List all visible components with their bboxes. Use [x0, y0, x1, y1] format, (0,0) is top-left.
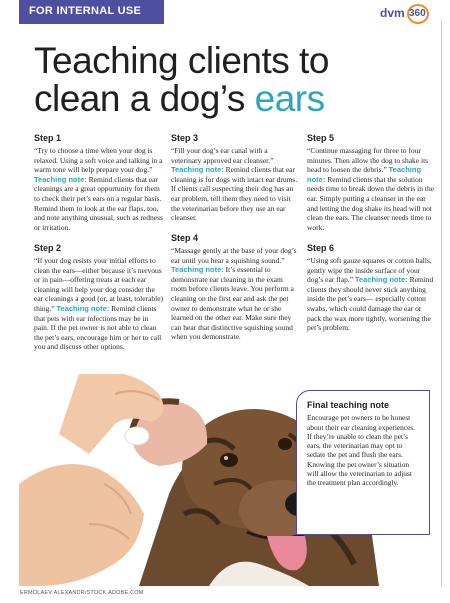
step-body: [171, 246, 299, 342]
teaching-note-label: Teaching note:: [171, 165, 224, 175]
teaching-note-label: Teaching note:: [307, 165, 422, 184]
step-quote: “If your dog resists your initial efforts to clean the ears—either because it’s nervous or in pain—offering treats at each ear cleaning will help your dog consider the ear cleanings a good (or, at least, tolerable) thing.”: [34, 256, 164, 313]
headline: [34, 42, 434, 118]
headline-accent: ears: [254, 78, 325, 119]
page-edge-divider: [441, 20, 442, 586]
logo-text: dvm: [380, 6, 405, 20]
teaching-note-text: Remind clients that pets with ear infections may be in pain. If the pet owner is not able to clean the pet’s ears, encourage him or her to call you and discuss other options.: [34, 303, 162, 352]
step-body: [307, 256, 435, 333]
step-quote: “Massage gently at the base of your dog’s ear until you hear a squishing sound.”: [171, 246, 297, 265]
step-body: [34, 146, 164, 232]
step-title: Step 2: [34, 243, 62, 253]
headline-line-2: clean a dog’s: [34, 78, 255, 119]
step-4: [171, 233, 299, 342]
final-note-title: Final teaching note: [307, 400, 390, 410]
teaching-note-label: Teaching note:: [56, 303, 110, 313]
step-6: [307, 243, 435, 333]
teaching-note-text: It’s essential to demonstrate ear cleaning in the exam room before clients leave. You perform a cleaning on the first ear and ask the pet owner to demonstrate what he or she learned on the other ear. Make sure they can hear that distinctive squishing sound when you demonstrate.: [171, 265, 294, 342]
logo-number: 360: [409, 8, 426, 19]
teaching-note-text: Remind clients that ear cleanings are a great opportunity for them to check their pet’s ears on a regular basis. Remind them to look at the ear flaps, too, and note anything unusual, such as redness or irritation.: [34, 174, 163, 232]
step-title: Step 4: [171, 233, 199, 243]
internal-use-banner: [19, 0, 164, 24]
banner-label: FOR INTERNAL USE: [29, 5, 142, 17]
step-quote: “Continue massaging for three to four minutes. Then allow the dog to shake its head to loosen the debris.”: [307, 146, 429, 175]
teaching-note-text: Remind clients they should never stick anything inside the pet’s ears— especially cotton swabs, which could damage the ear or pack the wax more tightly, worsening the pet’s problem.: [307, 275, 434, 333]
step-body: [34, 256, 164, 352]
teaching-note-label: Teaching note:: [171, 265, 224, 275]
step-title: Step 5: [307, 133, 335, 143]
step-quote: “Using soft gauze squares or cotton balls, gently wipe the inside surface of your dog’s ear flap.”: [307, 256, 432, 285]
teaching-note-label: Teaching note:: [34, 174, 87, 184]
step-5: [307, 133, 435, 232]
step-3: [171, 133, 299, 223]
step-body: [171, 146, 299, 223]
step-title: Step 1: [34, 133, 62, 143]
headline-line-1: Teaching clients to: [34, 40, 329, 81]
teaching-note-text: Remind clients that ear cleaning is for dogs with intact ear drums. If clients call suspecting their dog has an ear problem, tell them they need to visit the veterinarian before they use an ear cleanser.: [171, 165, 298, 223]
step-quote: “Try to choose a time when your dog is relaxed. Using a soft voice and talking in a warm tone will help prepare your dog.”: [34, 146, 163, 175]
step-1: [34, 133, 164, 232]
teaching-note-text: Remind clients that the solution needs time to break down the debris in the ear. Simply putting a cleanser in the ear and letting the dog shake its head will not clean the ears. The cleanser needs time to work.: [307, 174, 435, 232]
step-title: Step 3: [171, 133, 199, 143]
teaching-note-label: Teaching note:: [354, 275, 408, 285]
photo-credit: ERMOLAEV ALEXANDR/STOCK.ADOBE.COM: [20, 590, 144, 596]
step-2: [34, 243, 164, 352]
final-note-body: Encourage pet owners to be honest about their ear cleaning experiences. If they’re unable to clean the pet’s ears, the veterinarian may opt to sedate the pet and flush the ears. Knowing the pet owner’s situation will allow the veterinarian to adjust the treatment plan accordingly.: [307, 413, 416, 488]
dvm360-logo: [380, 4, 436, 26]
step-title: Step 6: [307, 243, 335, 253]
final-teaching-note: [296, 390, 430, 535]
step-quote: “Fill your dog’s ear canal with a veterinary approved ear cleanser.”: [171, 146, 274, 165]
step-body: [307, 146, 435, 232]
